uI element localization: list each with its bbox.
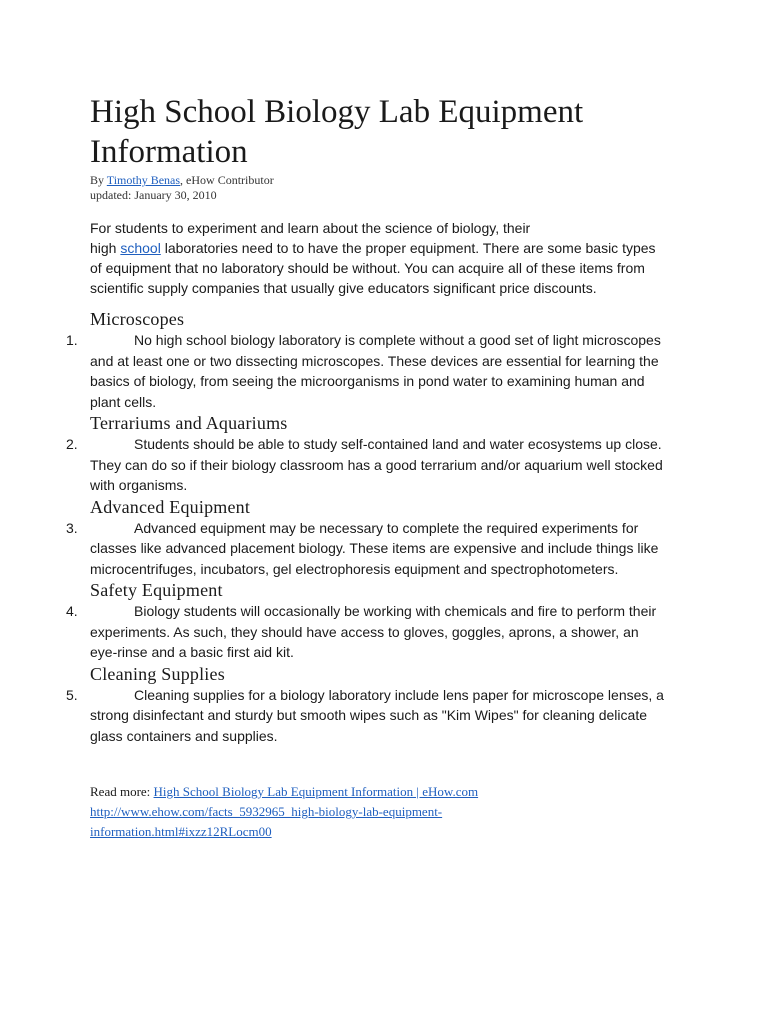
list-number: 3. — [66, 519, 78, 536]
section-title: Safety Equipment — [90, 580, 223, 600]
read-more — [90, 782, 570, 842]
list-text: Students should be able to study self-contained land and water ecosystems up close. They can do so if their biology classroom has a good terrarium and/or aquarium well stocked with organisms. — [90, 436, 663, 493]
read-more-title-link[interactable]: High School Biology Lab Equipment Information | eHow.com — [153, 784, 479, 799]
list-item — [66, 601, 666, 663]
intro-line-1: For students to experiment and learn about the science of biology, their — [90, 220, 531, 236]
list-text: No high school biology laboratory is complete without a good set of light microscopes and at least one or two dissecting microscopes. These devices are essential for learning the basics of biology, from seeing the microorganisms in pond water to examining human and plant cells. — [90, 332, 661, 410]
list-item — [66, 434, 666, 496]
byline — [90, 173, 670, 203]
section-terrariums — [66, 412, 670, 496]
intro-paragraph — [90, 218, 662, 298]
page-title-line-2: Information — [90, 134, 248, 170]
section-title: Terrariums and Aquariums — [90, 413, 288, 433]
section-title: Advanced Equipment — [90, 496, 251, 517]
author-link[interactable]: Timothy Benas — [106, 173, 181, 187]
read-more-label: Read more: — [90, 784, 154, 799]
list-number: 5. — [66, 686, 78, 703]
school-link[interactable]: school — [120, 240, 161, 256]
list-number: 1. — [66, 332, 78, 348]
byline-by: By — [90, 173, 107, 187]
list-item — [66, 685, 666, 747]
section-cleaning-supplies — [66, 663, 670, 747]
list-item — [66, 518, 666, 580]
section-title: Cleaning Supplies — [90, 663, 225, 684]
list-number: 2. — [66, 436, 78, 452]
page-title-line-1: High School Biology Lab Equipment — [90, 94, 584, 130]
byline-contributor: , eHow Contributor — [180, 173, 274, 187]
list-text: Advanced equipment may be necessary to complete the required experiments for classes like advanced placement biology. These items are expensive and include things like microcentrifuges, incubators, gel electrophoresis equipment and spectrophotometers. — [90, 519, 659, 577]
read-more-url-link[interactable]: http://www.ehow.com/facts_5932965_high-biology-lab-equipment-information.html#ixzz12RLocm00 — [90, 804, 443, 839]
list-text: Cleaning supplies for a biology laboratory include lens paper for microscope lenses, a strong disinfectant and sturdy but smooth wipes such as "Kim Wipes" for cleaning delicate glass containers and supplies. — [90, 686, 664, 744]
section-safety-equipment — [66, 579, 670, 663]
list-item — [66, 330, 666, 412]
page-title — [90, 92, 670, 172]
list-number: 4. — [66, 603, 78, 619]
section-title: Microscopes — [90, 309, 185, 329]
list-text: Biology students will occasionally be working with chemicals and fire to perform their experiments. As such, they should have access to gloves, goggles, aprons, a shower, an eye-rinse and a basic first aid kit. — [90, 603, 657, 660]
intro-after-link: laboratories need to to have the proper equipment. There are some basic types of equipment that no laboratory should be without. You can acquire all of these items from scientific supply companies that usually give educators significant price discounts. — [90, 240, 656, 296]
intro-before-link: high — [90, 240, 121, 256]
section-advanced-equipment — [66, 496, 670, 580]
article — [66, 92, 670, 842]
updated-date: updated: January 30, 2010 — [90, 188, 217, 202]
section-microscopes — [66, 308, 670, 412]
